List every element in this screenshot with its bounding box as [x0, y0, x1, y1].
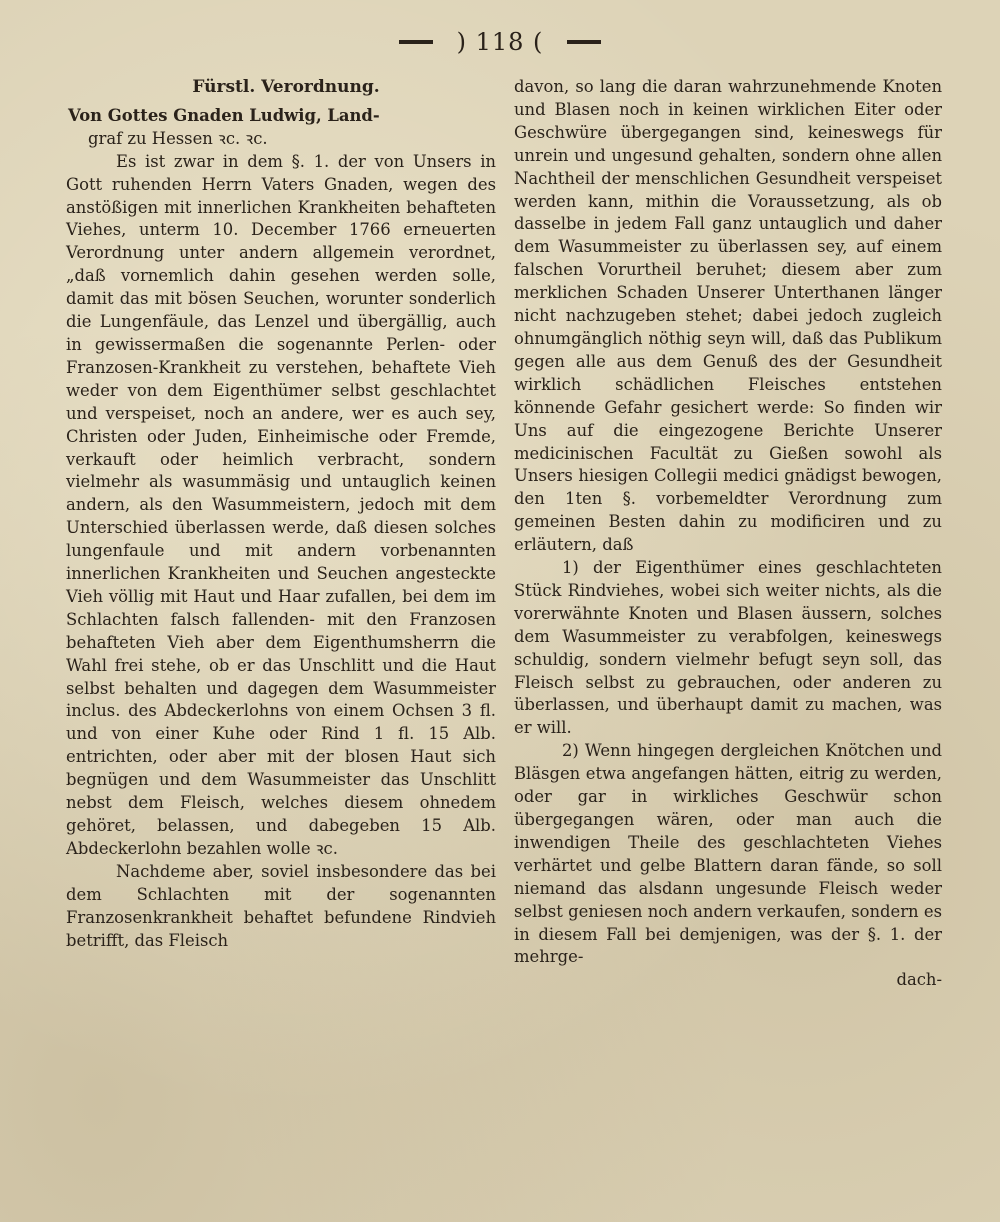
ordinance-subheading-continuation: graf zu Hessen ꝛc. ꝛc.: [88, 128, 268, 148]
right-column: [514, 76, 942, 992]
left-paragraph-2: Nachdeme aber, soviel insbesondere das bei dem Schlachten mit der sogenannten Franzosenkrankheit behaftet befundene Rindvieh betrifft, das Fleisch: [66, 861, 496, 950]
left-paragraph-1: Es ist zwar in dem §. 1. der von Unsers in Gott ruhenden Herrn Vaters Gnaden, wegen des anstößigen mit innerlichen Krankheiten behafteten Viehes, unterm 10. December 1766 erneuerten Verordnung unter andern allgemein verordnet, „daß vornemlich dahin gesehen werden solle, damit das mit bösen Seuchen, worunter sonderlich die Lungenfäule, das Lenzel und übergällig, auch in gewissermaßen die sogenannte Perlen- oder Franzosen-Krankheit zu verstehen, behaftete Vieh weder von dem Eigenthümer selbst geschlachtet und verspeiset, noch an andere, wer es auch sey, Christen oder Juden, Einheimische oder Fremde, verkauft oder heimlich verbracht, sondern vielmehr als wasummäsig und untauglich keinen andern, als den Wasummeistern, jedoch mit dem Unterschied überlassen werde, daß diesen solches lungenfaule und mit andern vorbenannten innerlichen Krankheiten und Seuchen angesteckte Vieh völlig mit Haut und Haar zufallen, bei dem im Schlachten falsch fallenden- mit den Franzosen behafteten Vieh aber dem Eigenthumsherrn die Wahl frei stehe, ob er das Unschlitt und die Haut selbst behalten und dagegen dem Wasummeister inclus. des Abdeckerlohns von einem Ochsen 3 fl. und von einer Kuhe oder Rind 1 fl. 15 Alb. entrichten, oder aber mit der blosen Haut sich begnügen und dem Wasummeister das Unschlitt nebst dem Fleisch, welches diesem ohnedem gehöret, belassen, und dabegeben 15 Alb. Abdeckerlohn bezahlen wolle ꝛc.: [66, 151, 496, 858]
ordinance-heading: Fürstl. Verordnung.: [192, 77, 380, 97]
catchword: dach-: [896, 970, 942, 990]
header-rule-right: [567, 40, 601, 44]
left-column: [66, 76, 496, 952]
ordinance-subheading: Von Gottes Gnaden Ludwig, Land-: [68, 105, 380, 125]
ordinance-item-2: 2) Wenn hingegen dergleichen Knötchen und Bläsgen etwa angefangen hätten, eitrig zu werden, oder gar in wirkliches Geschwür schon übergegangen wären, oder man auch die inwendigen Theile des geschlachteten Viehes verhärtet und gelbe Blattern daran fände, so soll niemand das alsdann ungesunde Fleisch weder selbst geniesen noch andern verkaufen, sondern es in diesem Fall bei demjenigen, was der §. 1. der mehrge-: [514, 741, 942, 967]
page-number: ) 118 (: [456, 28, 544, 56]
ordinance-item-1: 1) der Eigenthümer eines geschlachteten Stück Rindviehes, wobei sich weiter nichts, als die vorerwähnte Knoten und Blasen äussern, solches dem Wasummeister zu verabfolgen, keineswegs schuldig, sondern vielmehr befugt seyn soll, das Fleisch selbst zu gebrauchen, oder anderen zu überlassen, und überhaupt damit zu machen, was er will.: [514, 558, 942, 738]
header-rule-left: [399, 40, 433, 44]
right-paragraph-1: davon, so lang die daran wahrzunehmende Knoten und Blasen noch in keinen wirklichen Eiter oder Geschwüre übergegangen sind, keineswegs für unrein und ungesund gehalten, sondern ohne allen Nachtheil der menschlichen Gesundheit verspeiset werden kann, mithin die Voraussetzung, als ob dasselbe in jedem Fall ganz untauglich und daher dem Wasummeister zu überlassen sey, auf einem falschen Vorurtheil beruhet; diesem aber zum merklichen Schaden Unserer Unterthanen länger nicht nachzugeben stehet; dabei jedoch zugleich ohnumgänglich nöthig seyn will, daß das Publikum gegen alle aus dem Genuß des der Gesundheit wirklich schädlichen Fleisches entstehen könnende Gefahr gesichert werde: So finden wir Uns auf die eingezogene Berichte Unserer medicinischen Facultät zu Gießen sowohl als Unsers hiesigen Collegii medici gnädigst bewogen, den 1ten §. vorbemeldter Verordnung zum gemeinen Besten dahin zu modificiren und zu erläutern, daß: [514, 77, 942, 555]
page-header: [0, 22, 1000, 62]
